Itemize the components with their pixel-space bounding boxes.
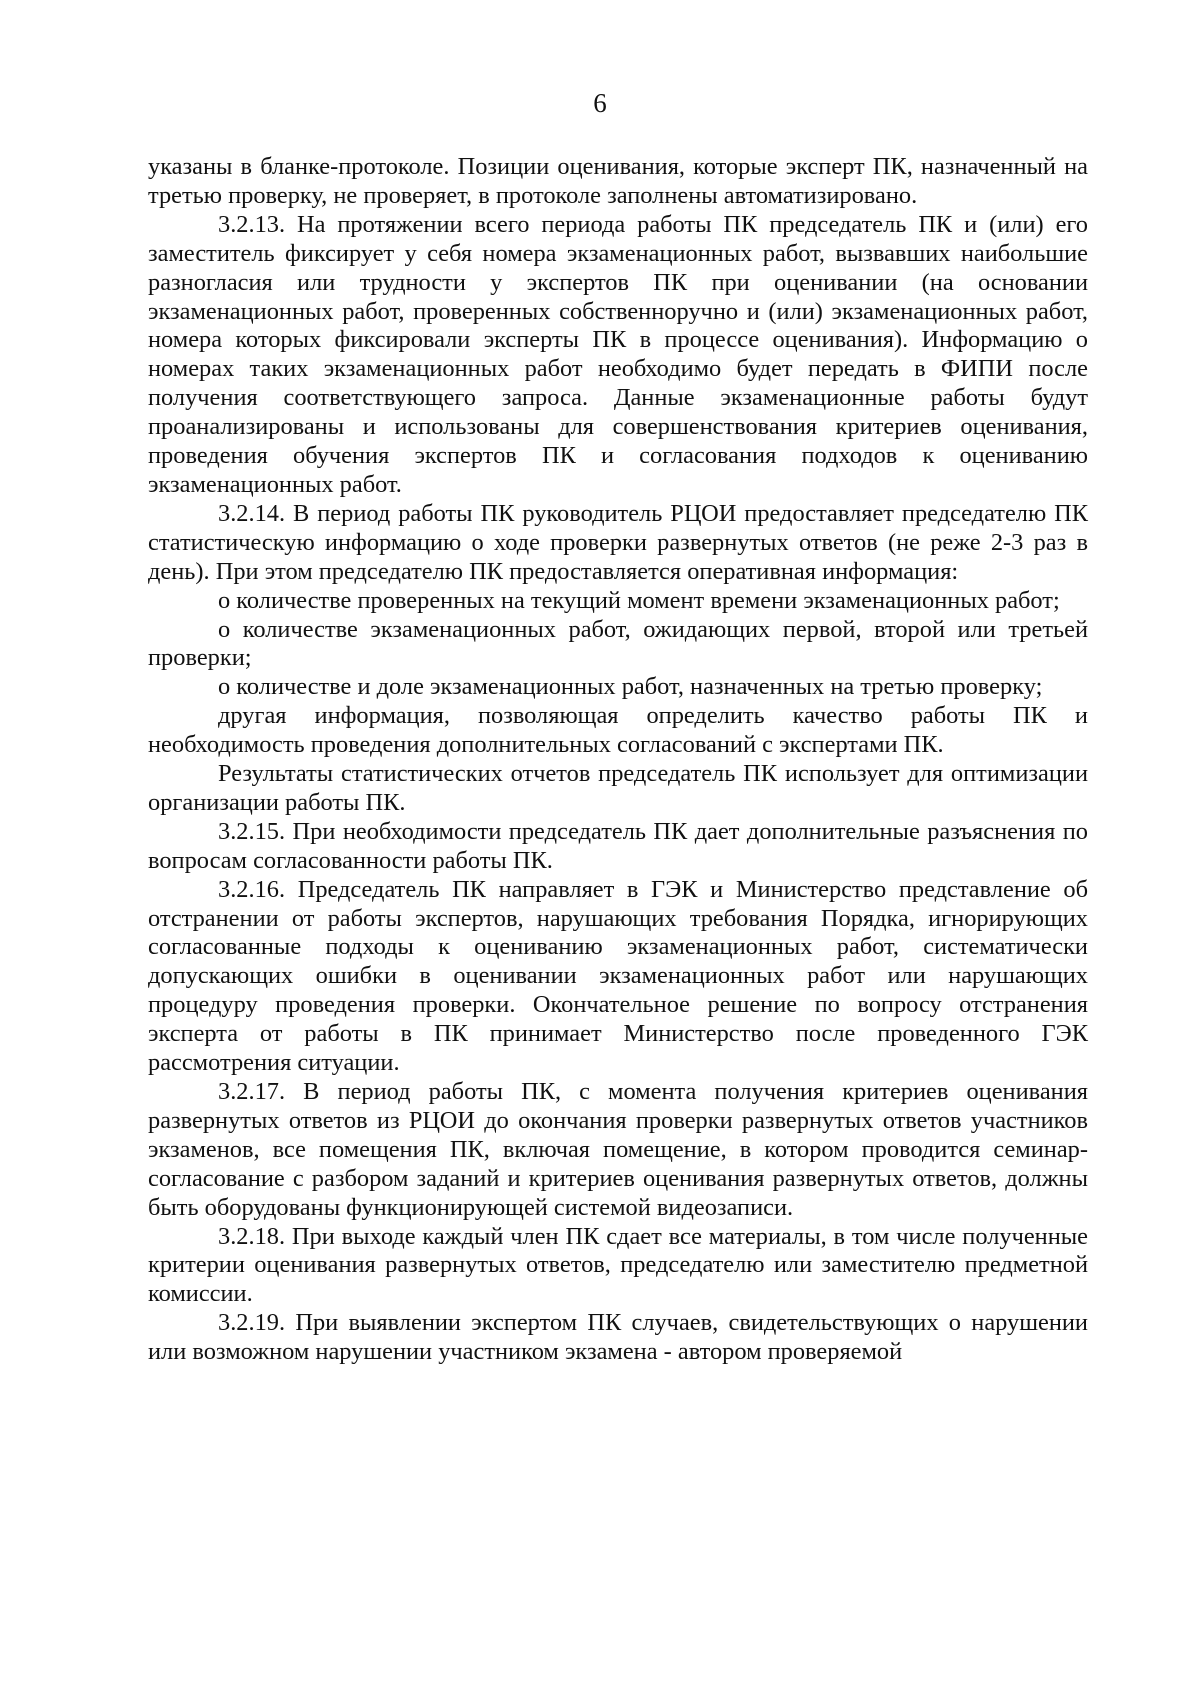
paragraph: 3.2.15. При необходимости председатель ПК дает дополнительные разъяснения по вопросам согласованности работы ПК. (148, 817, 1088, 874)
paragraph: 3.2.17. В период работы ПК, с момента получения критериев оценивания развернутых ответов из РЦОИ до окончания проверки развернутых ответов участников экзаменов, все помещения ПК, включая помещение, в котором проводится семинар-согласование с разбором заданий и критериев оценивания развернутых ответов, должны быть оборудованы функционирующей системой видеозаписи. (148, 1078, 1088, 1221)
paragraph: другая информация, позволяющая определить качество работы ПК и необходимость проведения дополнительных согласований с экспертами ПК. (148, 702, 1088, 759)
paragraph: указаны в бланке-протоколе. Позиции оценивания, которые эксперт ПК, назначенный на третью проверку, не проверяет, в протоколе заполнены автоматизировано. (148, 153, 1088, 209)
paragraph: 3.2.19. При выявлении экспертом ПК случаев, свидетельствующих о нарушении или возможном нарушении участником экзамена - автором проверяемой (148, 1309, 1088, 1366)
page-number: 6 (593, 88, 607, 118)
paragraph: о количестве проверенных на текущий момент времени экзаменационных работ; (218, 586, 1060, 614)
paragraph: о количестве экзаменационных работ, ожидающих первой, второй или третьей проверки; (148, 615, 1088, 672)
paragraph: о количестве и доле экзаменационных работ, назначенных на третью проверку; (218, 673, 1043, 701)
paragraph: 3.2.18. При выходе каждый член ПК сдает все материалы, в том числе полученные критерии оценивания развернутых ответов, председателю или заместителю предметной комиссии. (148, 1222, 1088, 1308)
document-body (148, 153, 1088, 1367)
paragraph: 3.2.16. Председатель ПК направляет в ГЭК и Министерство представление об отстранении от работы экспертов, нарушающих требования Порядка, игнорирующих согласованные подходы к оцениванию экзаменационных работ, систематически допускающих ошибки в оценивании экзаменационных работ или нарушающих процедуру проведения проверки. Окончательное решение по вопросу отстранения эксперта от работы в ПК принимает Министерство после проведенного ГЭК рассмотрения ситуации. (148, 875, 1088, 1077)
paragraph: Результаты статистических отчетов председатель ПК использует для оптимизации организации работы ПК. (148, 760, 1088, 816)
paragraph: 3.2.14. В период работы ПК руководитель РЦОИ предоставляет председателю ПК статистическую информацию о ходе проверки развернутых ответов (не реже 2-3 раз в день). При этом председателю ПК предоставляется оперативная информация: (148, 499, 1088, 585)
paragraph: 3.2.13. На протяжении всего периода работы ПК председатель ПК и (или) его заместитель фиксирует у себя номера экзаменационных работ, вызвавших наибольшие разногласия или трудности у экспертов ПК при оценивании (на основании экзаменационных работ, проверенных собственноручно и (или) экзаменационных работ, номера которых фиксировали эксперты ПК в процессе оценивания). Информацию о номерах таких экзаменационных работ необходимо будет передать в ФИПИ после получения соответствующего запроса. Данные экзаменационные работы будут проанализированы и использованы для совершенствования критериев оценивания, проведения обучения экспертов ПК и согласования подходов к оцениванию экзаменационных работ. (148, 210, 1088, 498)
